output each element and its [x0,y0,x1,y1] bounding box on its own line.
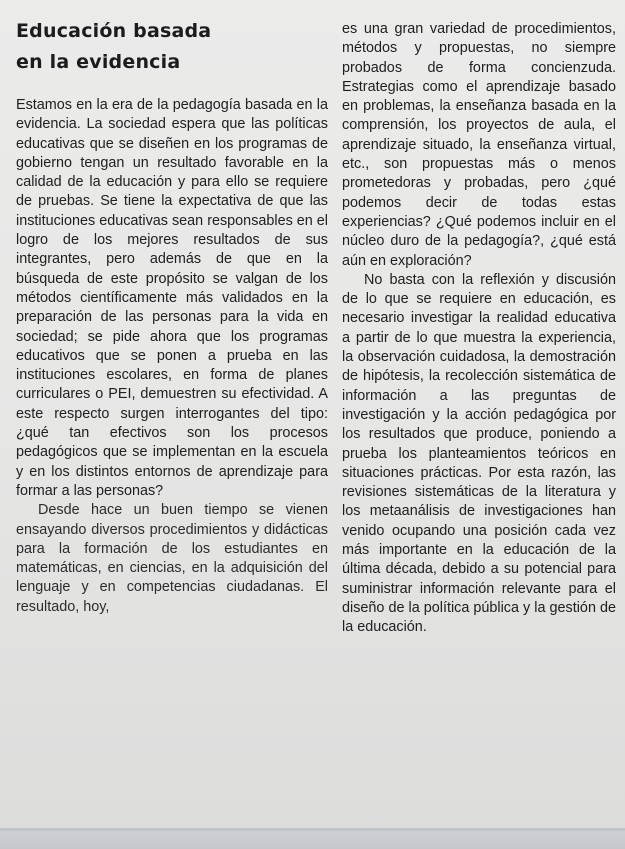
paragraph-continuation: es una gran variedad de procedimientos, métodos y propuestas, no siempre probados de forma concienzuda. Estrategias como el aprendizaje basado en problemas, la enseñanza basada en la comprensión, los proyectos de aula, el aprendizaje situado, la enseñanza virtual, etc., son propuestas más o menos prometedoras y probadas, pero ¿qué podemos decir de todas estas experiencias? ¿Qué podemos incluir en el núcleo duro de la pedagogía?, ¿qué está aún en exploración? [342,21,616,269]
title-line-1: Educación basada [16,20,212,42]
paragraph-research: No basta con la reflexión y discusión de lo que se requiere en educación, es necesario investigar la realidad educativa a partir de lo que muestra la experiencia, la observación cuidadosa, la demostración de hipótesis, la recolección sistemática de información a las preguntas de investigación y la acción pedagógica por los resultados que produce, poniendo a prueba los planteamientos teóricos en situaciones prácticas. Por esta razón, las revisiones sistemáticas de la literatura y los metaanálisis de investigaciones han venido ocupando una posición cada vez más importante en la educación de la última década, debido a su potencial para suministrar información relevante para el diseño de la política pública y la gestión de la educación. [342,271,616,636]
paragraph-methods: Desde hace un buen tiempo se vienen ensayando diversos procedimientos y didácticas para la formación de los estudiantes en matemáticas, en ciencias, en la adquisición del lenguaje y en competencias ciudadanas. El resultado, hoy, [16,502,328,615]
bottom-band [0,831,625,849]
right-column [342,20,616,638]
paragraph-intro: Estamos en la era de la pedagogía basada en la evidencia. La sociedad espera que las políticas educativas que se diseñen en los programas de gobierno tengan un resultado favorable en la calidad de la educación y para ello se requiere de pruebas. Se tiene la expectativa de que las instituciones educativas sean responsables en el logro de los mejores resultados de sus integrantes, pero además de que en la búsqueda de este propósito se valgan de los métodos científicamente más validados en la preparación de las personas para la vida en sociedad; se pide ahora que los programas educativos que se ponen a prueba en las instituciones escolares, en forma de planes curriculares o PEI, demuestren su efectividad. A este respecto surgen interrogantes del tipo: ¿qué tan efectivos son los procesos pedagógicos que se implementan en la escuela y en los distintos entornos de aprendizaje para formar a las personas? [16,97,328,499]
article-title [16,0,328,76]
left-column [16,0,328,617]
title-line-2: en la evidencia [16,51,181,73]
